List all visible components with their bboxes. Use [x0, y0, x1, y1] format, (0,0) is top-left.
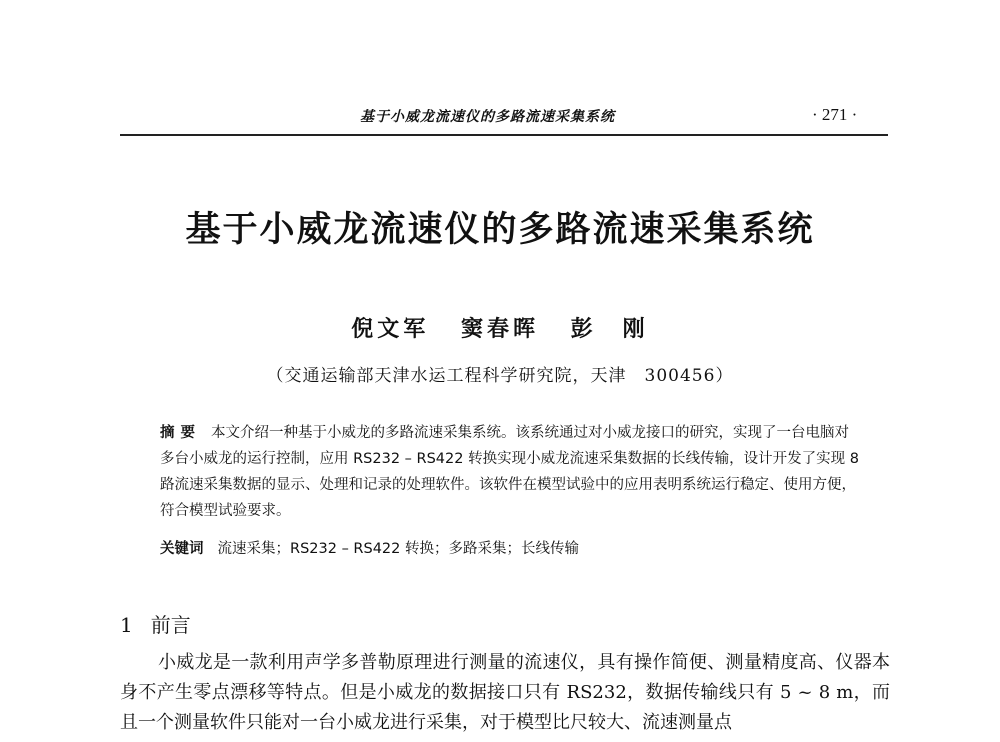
abstract-text: 本文介绍一种基于小威龙的多路流速采集系统。该系统通过对小威龙接口的研究，实现了一台电脑对多台小威龙的运行控制，应用 RS232 – RS422 转换实现小威龙流速采集数据的长线传输，设计开发了实现 8 路流速采集数据的显示、处理和记录的处理软件。该软件在模型试验中的应用表明系统运行稳定、使用方便，符合模型试验要求。: [160, 425, 859, 519]
section-number: 1: [120, 613, 133, 637]
author-2: 窦春晖: [460, 316, 539, 342]
authors: [0, 312, 1000, 343]
abstract: [160, 420, 860, 524]
header-rule: [120, 134, 888, 136]
keywords-text: 流速采集；RS232 – RS422 转换；多路采集；长线传输: [217, 541, 579, 557]
paper-title: 基于小威龙流速仪的多路流速采集系统: [185, 210, 815, 250]
running-title: 基于小威龙流速仪的多路流速采集系统: [360, 109, 615, 125]
keywords: [160, 537, 860, 558]
body-paragraph: 小威龙是一款利用声学多普勒原理进行测量的流速仪，具有操作简便、测量精度高、仪器本身不产生零点漂移等特点。但是小威龙的数据接口只有 RS232，数据传输线只有 5 ~ 8 m，而且一个测量软件只能对一台小威龙进行采集，对于模型比尺较大、流速测量点: [120, 652, 890, 733]
section-heading: [120, 609, 191, 638]
page-number: · 271 ·: [812, 105, 858, 124]
section-title: 前言: [150, 613, 191, 637]
abstract-label: 摘要: [160, 425, 201, 441]
keywords-label: 关键词: [160, 541, 204, 557]
affiliation: （交通运输部天津水运工程科学研究院，天津 300456）: [266, 366, 734, 386]
author-1: 倪文军: [351, 316, 430, 342]
author-3: 彭 刚: [570, 316, 649, 342]
